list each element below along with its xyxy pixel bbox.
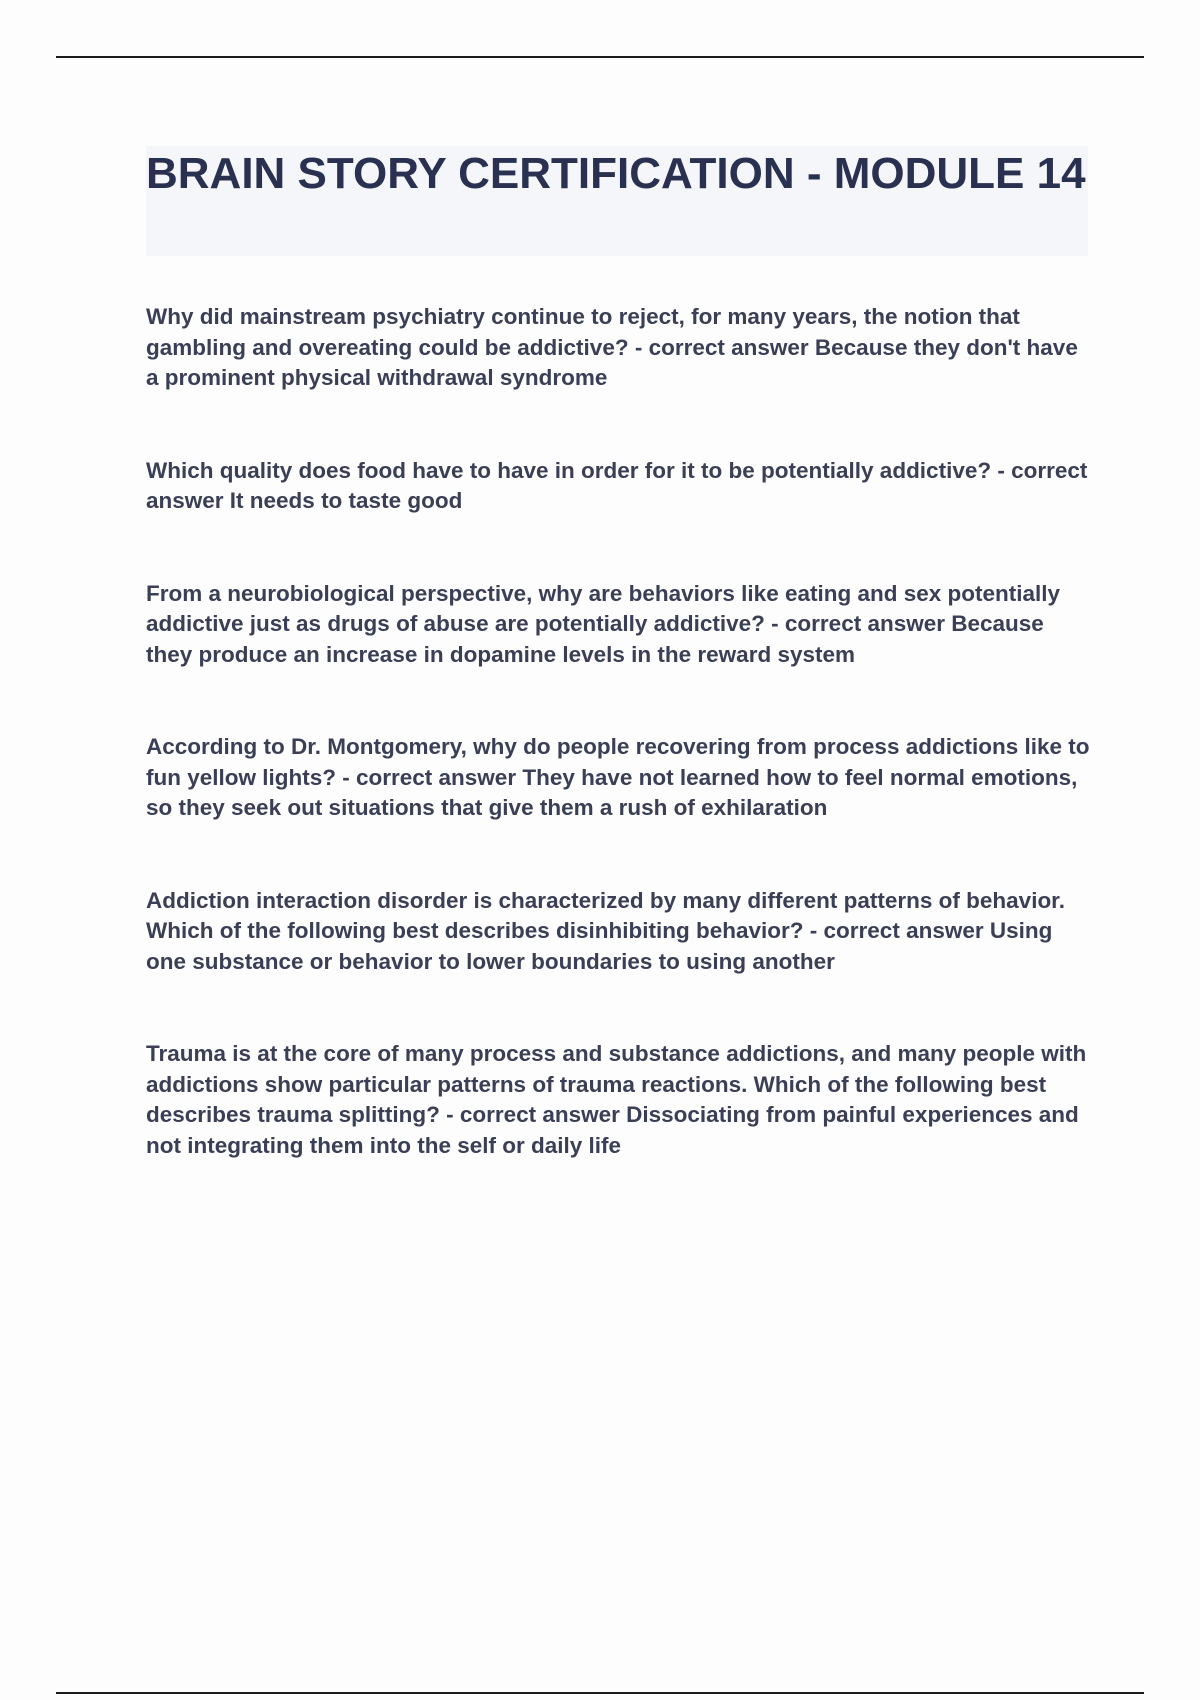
qa-item: Trauma is at the core of many process and substance addictions, and many people with addictions show particular patterns of trauma reactions. Which of the following best describes trauma splitting? - correct answer Dissociating from painful experiences and not integrating them into the self or daily life [146,1041,1087,1158]
qa-item: Why did mainstream psychiatry continue to reject, for many years, the notion that gambling and overeating could be addictive? - correct answer Because they don't have a prominent physical withdrawal syndrome [146,304,1078,390]
qa-list [146,302,1090,1161]
qa-item: Addiction interaction disorder is characterized by many different patterns of behavior. Which of the following best describes disinhibiting behavior? - correct answer Using one substance or behavior to lower boundaries to using another [146,887,1065,974]
qa-item: From a neurobiological perspective, why are behaviors like eating and sex potentially addictive just as drugs of abuse are potentially addictive? - correct answer Because they produce an increase in dopamine levels in the reward system [146,580,1061,667]
top-divider [56,56,1144,58]
bottom-divider [56,1692,1144,1694]
title-block [146,146,1088,256]
document-title: BRAIN STORY CERTIFICATION - MODULE 14 [146,149,1086,198]
qa-item: Which quality does food have to have in order for it to be potentially addictive? - correct answer It needs to taste good [146,457,1088,513]
qa-item: According to Dr. Montgomery, why do people recovering from process addictions like to fun yellow lights? - correct answer They have not learned how to feel normal emotions, so they seek out situations that give them a rush of exhilaration [146,734,1090,820]
